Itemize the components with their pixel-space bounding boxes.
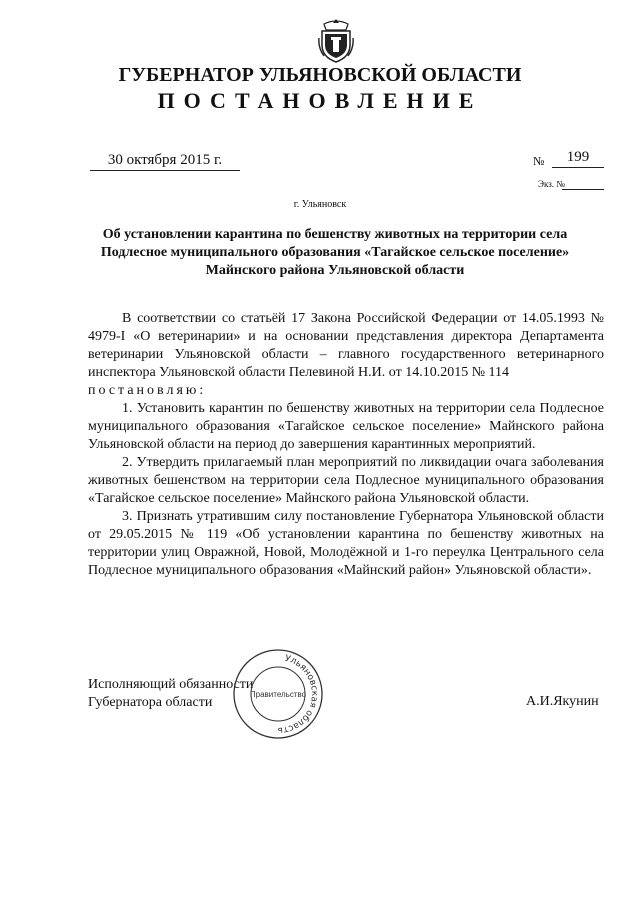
- signatory-name: А.И.Якунин: [526, 694, 599, 709]
- governor-title: ГУБЕРНАТОР УЛЬЯНОВСКОЙ ОБЛАСТИ: [118, 64, 522, 86]
- position-line-1: Исполняющий обязанности: [88, 677, 254, 692]
- official-stamp: [232, 648, 324, 740]
- coat-of-arms-emblem: [318, 18, 354, 64]
- position-line-2: Губернатора области: [88, 695, 213, 710]
- intro-paragraph: В соответствии со статьёй 17 Закона Российской Федерации от 14.05.1993 № 4979-I «О ветеринарии» и на основании представления директора Департамента ветеринарии Ульяновской области – главного государственного ветеринарного инспектора Ульяновской области Пелевиной Н.И. от 14.10.2015 № 114: [88, 311, 604, 380]
- item-2: 2. Утвердить прилагаемый план мероприятий по ликвидации очага заболевания животных бешенством на территории села Подлесное муниципального образования «Тагайское сельское поселение» Майнского района Ульяновской области.: [88, 455, 604, 506]
- stamp-ring-text: Ульяновская область: [277, 653, 320, 736]
- copy-number-line: [562, 189, 604, 190]
- decree-date: 30 октября 2015 г.: [90, 152, 240, 171]
- decree-subject: Об установлении карантина по бешенству животных на территории села Подлесное муниципального образования «Тагайское сельское поселение» Майнского района Ульяновской области: [100, 227, 570, 278]
- item-3: 3. Признать утратившим силу постановление Губернатора Ульяновской области от 29.05.2015 № 119 «Об установлении карантина по бешенству животных на территории улиц Овражной, Новой, Молодёжной и 1-го переулка Центрального села Подлесное муниципального образования «Майнский район» Ульяновской области».: [88, 509, 604, 578]
- decree-body: [88, 310, 604, 580]
- city: г. Ульяновск: [293, 199, 347, 210]
- number-label: №: [533, 154, 545, 168]
- resolve-word: постановляю:: [88, 383, 207, 398]
- copy-number-label: Экз. №: [538, 179, 565, 189]
- document-type: ПОСТАНОВЛЕНИЕ: [157, 88, 483, 113]
- decree-number: 199: [552, 149, 604, 168]
- item-1: 1. Установить карантин по бешенству животных на территории села Подлесное муниципального образования «Тагайское сельское поселение» Майнского района Ульяновской области на период до завершения карантинных мероприятий.: [88, 401, 604, 452]
- signatory-position: [88, 676, 253, 712]
- stamp-center-text: Правительство: [249, 690, 307, 699]
